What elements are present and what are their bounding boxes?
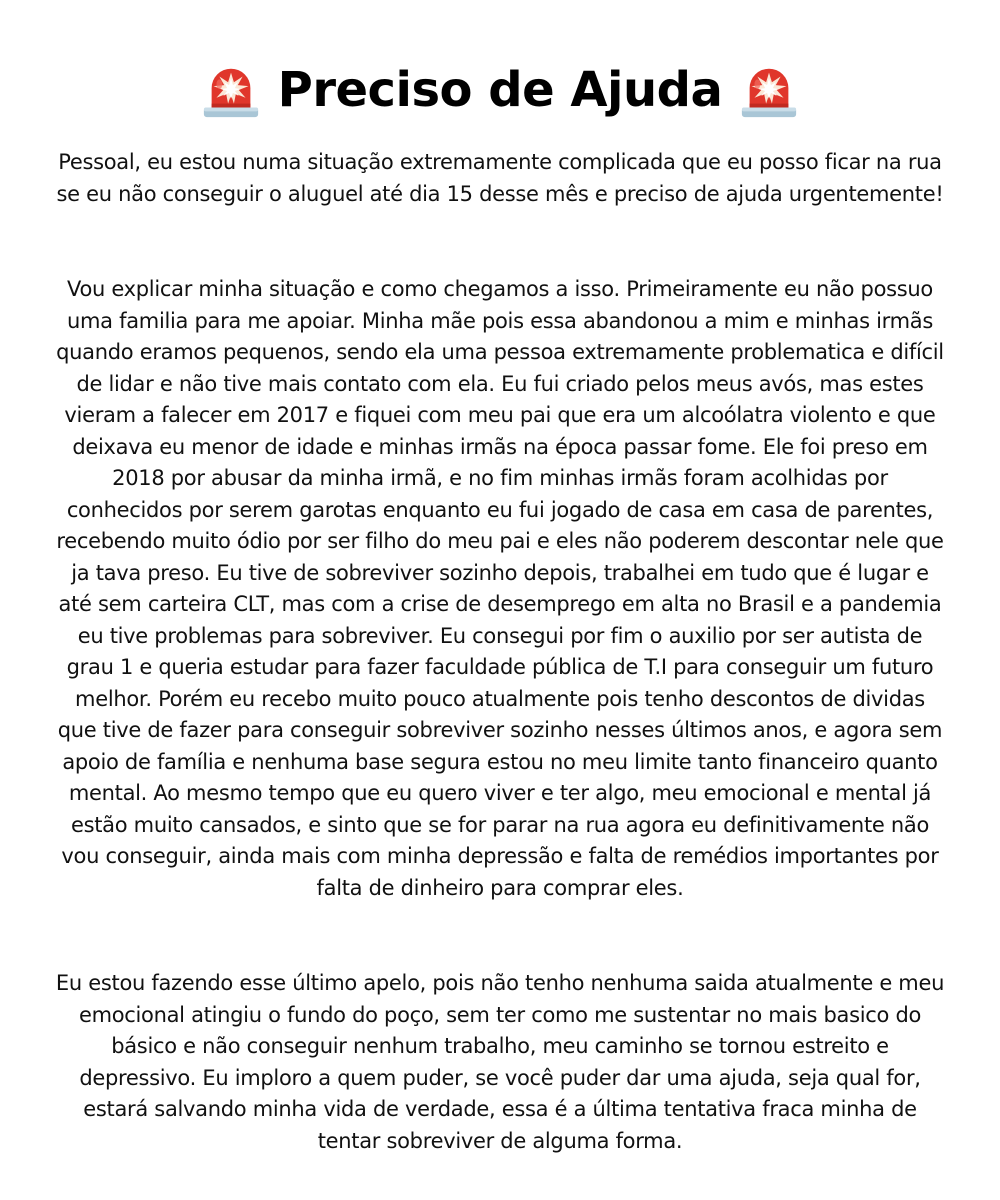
- page-title: Preciso de Ajuda: [277, 62, 723, 118]
- paragraph-appeal: Eu estou fazendo esse último apelo, pois não tenho nenhuma saida atualmente e meu emocional atingiu o fundo do poço, sem ter como me sustentar no mais basico do básico e não conseguir nenhum trabalho, meu caminho se tornou estreito e depressivo. Eu imploro a quem puder, se você puder dar uma ajuda, seja qual for, estará salvando minha vida de verdade, essa é a última tentativa fraca minha de tentar sobreviver de alguma forma.: [55, 971, 945, 1153]
- paragraph-intro: Pessoal, eu estou numa situação extremamente complicada que eu posso ficar na rua se eu não conseguir o aluguel até dia 15 desse mês e preciso de ajuda urgentemente!: [56, 150, 944, 206]
- siren-icon: [738, 59, 800, 121]
- paragraph-story: Vou explicar minha situação e como chegamos a isso. Primeiramente eu não possuo uma familia para me apoiar. Minha mãe pois essa abandonou a mim e minhas irmãs quando eramos pequenos, sendo ela uma pessoa extremamente problematica e difícil de lidar e não tive mais contato com ela. Eu fui criado pelos meus avós, mas estes vieram a falecer em 2017 e fiquei com meu pai que era um alcoólatra violento e que deixava eu menor de idade e minhas irmãs na época passar fome. Ele foi preso em 2018 por abusar da minha irmã, e no fim minhas irmãs foram acolhidas por conhecidos por serem garotas enquanto eu fui jogado de casa em casa de parentes, recebendo muito ódio por ser filho do meu pai e eles não poderem descontar nele que ja tava preso. Eu tive de sobreviver sozinho depois, trabalhei em tudo que é lugar e até sem carteira CLT, mas com a crise de desemprego em alta no Brasil e a pandemia eu tive problemas para sobreviver. Eu consegui por fim o auxilio por ser autista de grau 1 e queria estudar para fazer faculdade pública de T.I para conseguir um futuro melhor. Porém eu recebo muito pouco atualmente pois tenho descontos de dividas que tive de fazer para conseguir sobreviver sozinho nesses últimos anos, e agora sem apoio de família e nenhuma base segura estou no meu limite tanto financeiro quanto mental. Ao mesmo tempo que eu quero viver e ter algo, meu emocional e mental já estão muito cansados, e sinto que se for parar na rua agora eu definitivamente não vou conseguir, ainda mais com minha depressão e falta de remédios importantes por falta de dinheiro para comprar eles.: [56, 277, 944, 900]
- siren-icon: [200, 59, 262, 121]
- title-row: [0, 55, 1000, 125]
